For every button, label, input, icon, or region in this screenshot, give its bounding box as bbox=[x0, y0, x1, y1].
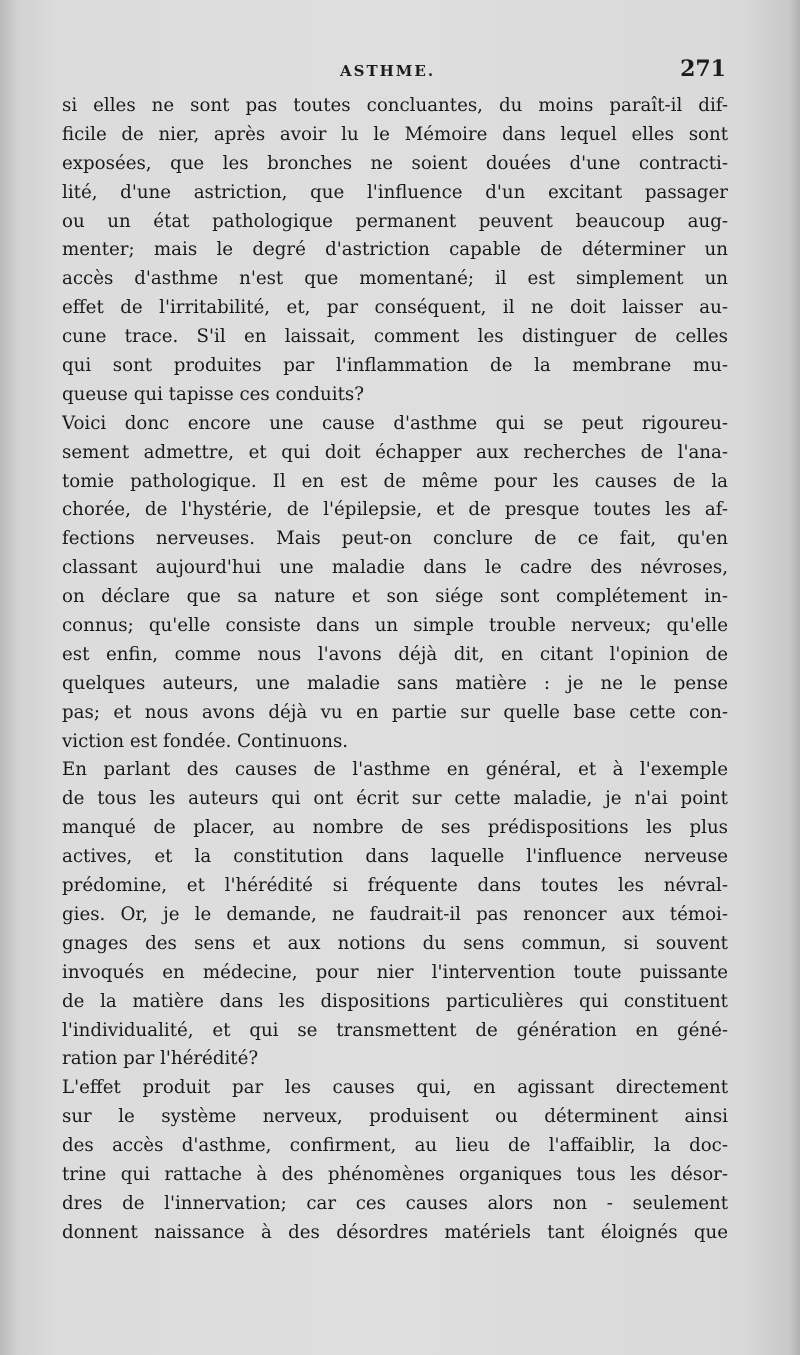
text-line: tomie pathologique. Il en est de même pour les causes de la bbox=[62, 470, 728, 492]
text-line: gnages des sens et aux notions du sens commun, si souvent bbox=[62, 932, 728, 954]
text-line: dres de l'innervation; car ces causes alors non - seulement bbox=[62, 1192, 728, 1214]
text-line: gies. Or, je le demande, ne faudrait-il pas renoncer aux témoi- bbox=[62, 903, 728, 925]
text-line: qui sont produites par l'inflammation de la membrane mu- bbox=[62, 355, 728, 377]
page-number: 271 bbox=[680, 56, 726, 82]
body-text bbox=[62, 92, 728, 1248]
text-line: exposées, que les bronches ne soient douées d'une contracti- bbox=[62, 152, 728, 174]
text-line: sur le système nerveux, produisent ou déterminent ainsi bbox=[62, 1106, 728, 1128]
text-line: sement admettre, et qui doit échapper aux recherches de l'ana- bbox=[62, 441, 728, 463]
text-line: l'individualité, et qui se transmettent de génération en géné- bbox=[62, 1019, 728, 1041]
running-head: ASTHME. bbox=[340, 62, 436, 80]
text-line: des accès d'asthme, confirment, au lieu de l'affaiblir, la doc- bbox=[62, 1135, 728, 1157]
text-line: donnent naissance à des désordres matériels tant éloignés que bbox=[62, 1221, 728, 1243]
text-line: ficile de nier, après avoir lu le Mémoire dans lequel elles sont bbox=[62, 123, 728, 145]
text-line: lité, d'une astriction, que l'influence d'un excitant passager bbox=[62, 181, 728, 203]
text-line: ration par l'hérédité? bbox=[62, 1048, 259, 1070]
text-line: prédomine, et l'hérédité si fréquente dans toutes les névral- bbox=[62, 875, 728, 897]
text-line: invoqués en médecine, pour nier l'intervention toute puissante bbox=[62, 961, 728, 983]
text-line: viction est fondée. Continuons. bbox=[62, 730, 349, 752]
text-line: menter; mais le degré d'astriction capable de déterminer un bbox=[62, 239, 728, 261]
text-line: de la matière dans les dispositions particulières qui constituent bbox=[62, 990, 728, 1012]
text-line: L'effet produit par les causes qui, en agissant directement bbox=[62, 1077, 728, 1099]
text-line: ou un état pathologique permanent peuvent beaucoup aug- bbox=[62, 210, 728, 232]
text-line: chorée, de l'hystérie, de l'épilepsie, et de presque toutes les af- bbox=[62, 499, 728, 521]
text-line: de tous les auteurs qui ont écrit sur cette maladie, je n'ai point bbox=[62, 788, 728, 810]
text-line: est enfin, comme nous l'avons déjà dit, en citant l'opinion de bbox=[62, 643, 728, 665]
text-line: manqué de placer, au nombre de ses prédispositions les plus bbox=[62, 817, 728, 839]
text-line: trine qui rattache à des phénomènes organiques tous les désor- bbox=[62, 1163, 728, 1185]
text-line: cune trace. S'il en laissait, comment les distinguer de celles bbox=[62, 326, 728, 348]
text-line: actives, et la constitution dans laquelle l'influence nerveuse bbox=[62, 846, 728, 868]
text-line: queuse qui tapisse ces conduits? bbox=[62, 383, 364, 405]
text-line: on déclare que sa nature et son siége sont complétement in- bbox=[62, 586, 728, 608]
text-line: quelques auteurs, une maladie sans matière : je ne le pense bbox=[62, 672, 728, 694]
text-line: En parlant des causes de l'asthme en général, et à l'exemple bbox=[62, 759, 728, 781]
text-line: accès d'asthme n'est que momentané; il est simplement un bbox=[62, 268, 728, 290]
text-line: fections nerveuses. Mais peut-on conclure de ce fait, qu'en bbox=[62, 528, 728, 550]
text-line: pas; et nous avons déjà vu en partie sur quelle base cette con- bbox=[62, 701, 728, 723]
text-line: si elles ne sont pas toutes concluantes, du moins paraît-il dif- bbox=[62, 95, 728, 116]
page-header bbox=[62, 56, 726, 86]
text-line: connus; qu'elle consiste dans un simple trouble nerveux; qu'elle bbox=[62, 615, 728, 637]
text-line: classant aujourd'hui une maladie dans le cadre des névroses, bbox=[62, 557, 728, 579]
text-line: Voici donc encore une cause d'asthme qui se peut rigoureu- bbox=[62, 412, 728, 434]
text-line: effet de l'irritabilité, et, par conséquent, il ne doit laisser au- bbox=[62, 297, 728, 319]
